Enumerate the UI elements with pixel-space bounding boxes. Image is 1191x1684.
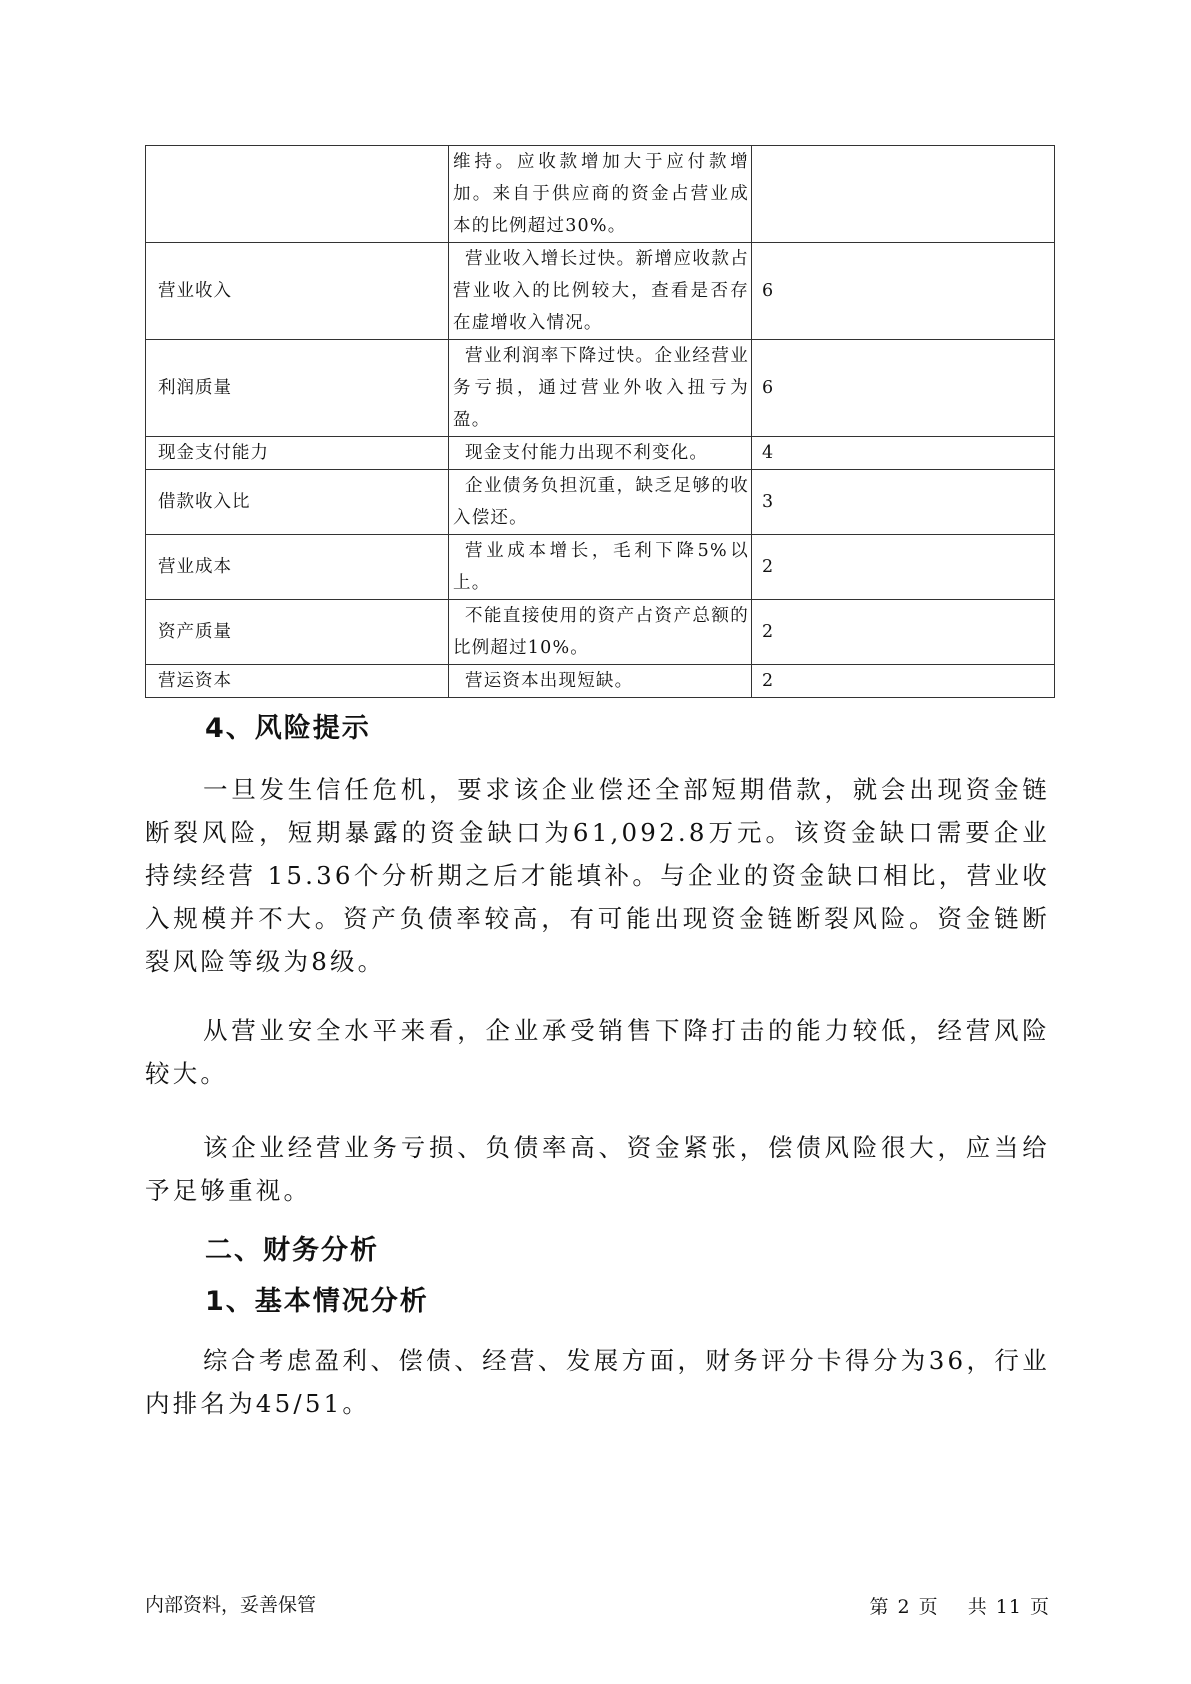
- risk-item-score: [752, 146, 1055, 243]
- risk-item-description: 现金支付能力出现不利变化。: [449, 437, 752, 470]
- footer-page-indicator: [866, 1592, 1054, 1619]
- risk-item-description: 营业利润率下降过快。企业经营业务亏损，通过营业外收入扭亏为盈。: [449, 340, 752, 437]
- finance-paragraph: 综合考虑盈利、偿债、经营、发展方面，财务评分卡得分为36，行业内排名为45/51。: [145, 1346, 1050, 1418]
- risk-item-description: 营业收入增长过快。新增应收款占营业收入的比例较大，查看是否存在虚增收入情况。: [449, 243, 752, 340]
- risk-item-score: 6: [752, 340, 1055, 437]
- risk-paragraph: 一旦发生信任危机，要求该企业偿还全部短期借款，就会出现资金链断裂风险，短期暴露的资金缺口为61,092.8万元。该资金缺口需要企业持续经营 15.36个分析期之后才能填补。与企业的资金缺口相比，营业收入规模并不大。资产负债率较高，有可能出现资金链断裂风险。资金链断裂风险等级为8级。: [145, 775, 1050, 976]
- table-row: [146, 600, 1055, 665]
- risk-item-name: [146, 146, 449, 243]
- page-number: 2: [897, 1596, 911, 1618]
- risk-item-score: 2: [752, 665, 1055, 698]
- total-pages: 11: [995, 1596, 1022, 1618]
- risk-item-score: 3: [752, 470, 1055, 535]
- risk-item-score: 6: [752, 243, 1055, 340]
- page-prefix: 第: [869, 1596, 890, 1618]
- risk-item-score: 2: [752, 600, 1055, 665]
- risk-item-description: 维持。应收款增加大于应付款增加。来自于供应商的资金占营业成本的比例超过30%。: [449, 146, 752, 243]
- risk-item-name: 现金支付能力: [146, 437, 449, 470]
- page-unit: 页: [918, 1596, 939, 1618]
- table-row: [146, 665, 1055, 698]
- section-heading-risk: 4、风险提示: [205, 713, 371, 744]
- subsection-heading-basic: 1、基本情况分析: [205, 1286, 429, 1317]
- table-row: [146, 535, 1055, 600]
- risk-item-name: 营运资本: [146, 665, 449, 698]
- risk-item-name: 利润质量: [146, 340, 449, 437]
- footer-confidential-note: 内部资料，妥善保管: [145, 1594, 317, 1616]
- risk-item-name: 资产质量: [146, 600, 449, 665]
- table-row: [146, 146, 1055, 243]
- risk-item-name: 营业收入: [146, 243, 449, 340]
- risk-item-description: 企业债务负担沉重，缺乏足够的收入偿还。: [449, 470, 752, 535]
- risk-paragraph: 该企业经营业务亏损、负债率高、资金紧张，偿债风险很大，应当给予足够重视。: [145, 1133, 1050, 1205]
- total-prefix: 共: [967, 1596, 988, 1618]
- table-row: [146, 340, 1055, 437]
- table-row: [146, 470, 1055, 535]
- risk-table: [145, 145, 1055, 698]
- risk-item-name: 营业成本: [146, 535, 449, 600]
- risk-item-description: 营运资本出现短缺。: [449, 665, 752, 698]
- risk-item-description: 营业成本增长，毛利下降5%以上。: [449, 535, 752, 600]
- risk-item-name: 借款收入比: [146, 470, 449, 535]
- risk-item-score: 4: [752, 437, 1055, 470]
- risk-item-description: 不能直接使用的资产占资产总额的比例超过10%。: [449, 600, 752, 665]
- section-heading-finance: 二、财务分析: [205, 1235, 379, 1266]
- table-row: [146, 243, 1055, 340]
- total-unit: 页: [1029, 1596, 1050, 1618]
- risk-paragraph: 从营业安全水平来看，企业承受销售下降打击的能力较低，经营风险较大。: [145, 1016, 1050, 1088]
- risk-item-score: 2: [752, 535, 1055, 600]
- table-row: [146, 437, 1055, 470]
